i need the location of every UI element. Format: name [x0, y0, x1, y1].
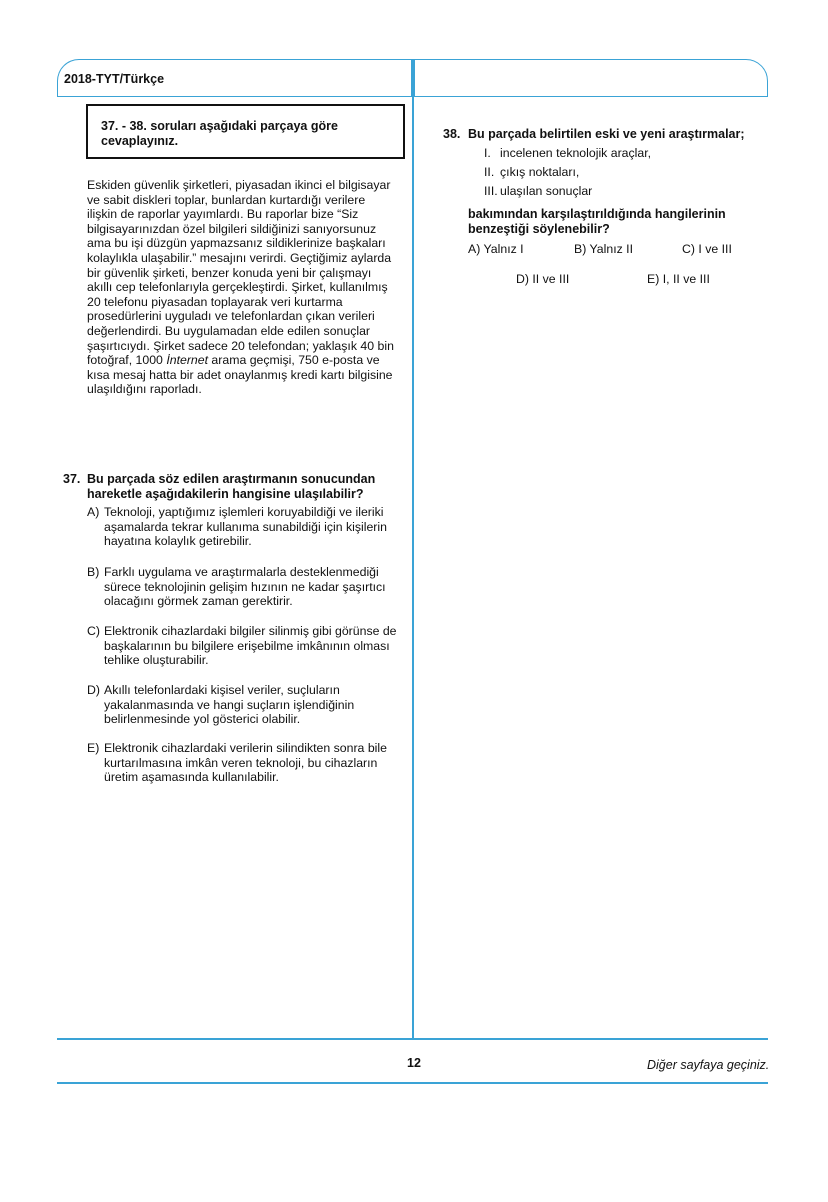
passage-line: 20 telefonu piyasadan toplayarak veri kurtarma — [87, 294, 343, 309]
exam-title: 2018-TYT/Türkçe — [64, 72, 165, 86]
q38-option-a[interactable]: A) Yalnız I — [468, 242, 524, 256]
passage-line: bilgisayarınızdan özel bilgileri sildiğinizi sanıyorsunuz — [87, 221, 377, 236]
q37-stem: Bu parçada söz edilen araştırmanın sonucundan hareketle aşağıdakilerin hangisine ulaşılabilir? — [87, 472, 376, 501]
next-page-note: Diğer sayfaya geçiniz. — [647, 1058, 770, 1072]
column-divider — [412, 97, 414, 1038]
q38-option-d[interactable]: D) II ve III — [516, 272, 570, 286]
passage-line: ama bu işi düzgün yapmazsanız sildiklerinize başkaları — [87, 236, 386, 251]
q37-option-e[interactable]: E) Elektronik cihazlardaki verilerin silindikten sonra bile kurtarılmasına imkân veren teknoloji, bu cihazların üretim aşamasında kullanılabilir. — [87, 741, 387, 785]
q37-option-a[interactable]: A) Teknoloji, yaptığımız işlemleri koruyabildiği ve ileriki aşamalarda tekrar kullanıma sunabildiği için kişilerin hayatına kolaylık getirebilir. — [87, 505, 387, 549]
q38-option-e[interactable]: E) I, II ve III — [647, 272, 710, 286]
header-right-frame — [414, 59, 768, 97]
passage-line: kısa mesaj hatta bir adet onaylanmış kredi kartı bilgisine — [87, 367, 393, 382]
q37-number: 37. — [63, 472, 81, 486]
passage-line: değerlendirdi. Bu uygulamadan elde edilen sonuçlar — [87, 323, 371, 338]
passage-line: bir güvenlik şirketi, benzer konuda yeni bir çalışmayı — [87, 265, 372, 280]
passage-line: fotoğraf, 1000 İnternet arama geçmişi, 750 e-posta ve — [87, 353, 380, 368]
passage-line: şaşırtıcıydı. Şirket sadece 20 telefondan; yaklaşık 40 bin — [87, 338, 394, 353]
reading-passage — [87, 178, 407, 397]
footer-top-rule — [57, 1038, 768, 1040]
q38-stem: Bu parçada belirtilen eski ve yeni araştırmalar; — [468, 127, 745, 141]
q38-option-b[interactable]: B) Yalnız II — [574, 242, 634, 256]
footer-bottom-rule — [57, 1082, 768, 1084]
instruction-text: 37. - 38. soruları aşağıdaki parçaya göre cevaplayınız. — [101, 119, 338, 148]
passage-line: ve sabit diskleri toplar, bunlardan kurtardığı verilere — [87, 192, 366, 207]
q37-option-b[interactable]: B) Farklı uygulama ve araştırmalarla desteklenmediği sürece teknolojinin gelişim hızının ne kadar şaşırtıcı olacağını görmek zaman gerektirir. — [87, 565, 386, 609]
q38-option-c[interactable]: C) I ve III — [682, 242, 732, 256]
q38-item-1: I. incelenen teknolojik araçlar, — [484, 146, 652, 160]
passage-line: akıllı cep telefonlarıyla gerçekleştirdi. Şirket, kullanılmış — [87, 280, 388, 295]
passage-line: kolaylıkla ulaşabilir.” mesajını verirdi. Geçtiğimiz aylarda — [87, 250, 392, 265]
q37-option-d[interactable]: D) Akıllı telefonlardaki kişisel veriler, suçluların yakalanmasında ve hangi suçların işlendiğinin belirlenmesinde yol gösterici olabilir. — [87, 683, 355, 727]
page-number: 12 — [407, 1056, 421, 1070]
q37-option-c[interactable]: C) Elektronik cihazlardaki bilgiler silinmiş gibi görünse de başkalarının bu bilgilere erişebilme imkânının olması tehlike oluşturabilir. — [87, 624, 397, 668]
passage-line: ulaşıldığını raporladı. — [87, 382, 202, 397]
q38-number: 38. — [443, 127, 461, 141]
passage-line: prosedürlerini uyguladı ve telefonlardan çıkan verileri — [87, 309, 375, 324]
passage-line: Eskiden güvenlik şirketleri, piyasadan ikinci el bilgisayar — [87, 178, 391, 192]
q38-question: bakımından karşılaştırıldığında hangilerinin benzeştiği söylenebilir? — [468, 207, 726, 236]
q38-item-2: II. çıkış noktaları, — [484, 165, 580, 179]
q38-item-3: III. ulaşılan sonuçlar — [484, 184, 593, 198]
passage-line: ilişkin de raporlar yayımlardı. Bu raporlar bize “Siz — [87, 207, 359, 222]
